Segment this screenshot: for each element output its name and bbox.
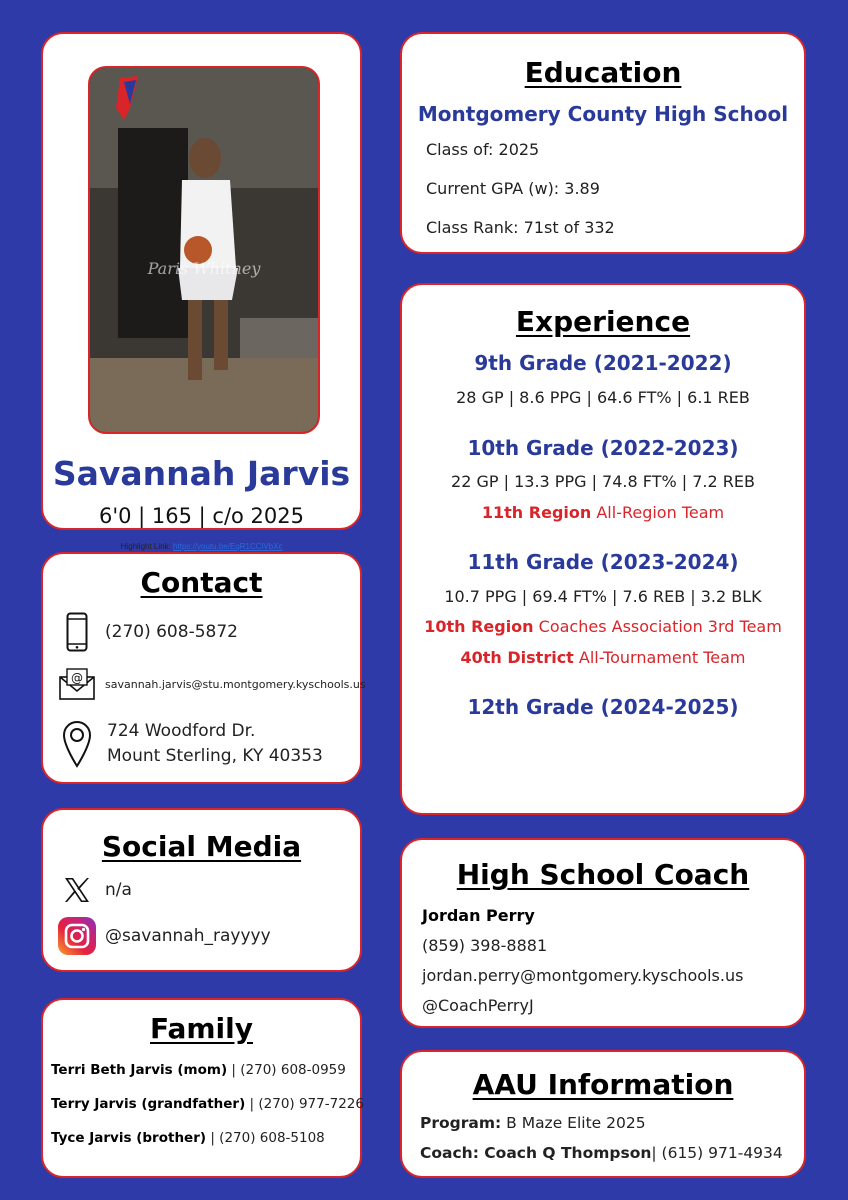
address-line-1: 724 Woodford Dr.: [107, 721, 256, 741]
grade-10-stats: 22 GP | 13.3 PPG | 74.8 FT% | 7.2 REB: [451, 472, 755, 491]
address-row: [57, 716, 323, 772]
award-text: All-Region Team: [591, 503, 725, 522]
photo-watermark: Paris Whitney: [147, 259, 261, 278]
instagram-icon[interactable]: [57, 914, 97, 958]
high-school-coach-card: [400, 838, 806, 1028]
coach-phone: (859) 398-8881: [422, 936, 548, 955]
x-handle: n/a: [105, 880, 132, 900]
school-name: Montgomery County High School: [417, 102, 789, 126]
award-highlight: 11th Region: [481, 503, 592, 522]
family-member: [51, 1062, 346, 1078]
phone-icon: [57, 610, 97, 654]
family-member: [51, 1130, 325, 1146]
education-title: Education: [524, 56, 682, 89]
social-media-card: [41, 808, 362, 972]
family-member-phone: | (270) 977-7226: [245, 1096, 364, 1112]
experience-card: [400, 283, 806, 815]
contact-card: [41, 552, 366, 784]
coach-name: Jordan Perry: [422, 906, 535, 925]
coach-title: High School Coach: [456, 858, 750, 891]
award-highlight: 10th Region: [424, 617, 534, 636]
grade-10-award: [402, 503, 804, 522]
coach-handle[interactable]: @CoachPerryJ: [422, 996, 534, 1015]
family-member: [51, 1096, 364, 1112]
award-text: Coaches Association 3rd Team: [533, 617, 782, 636]
address-block: [107, 719, 323, 769]
current-gpa: Current GPA (w): 3.89: [426, 179, 600, 198]
program-label: Program:: [420, 1114, 502, 1132]
aau-coach-name: Coach: Coach Q Thompson: [420, 1144, 652, 1162]
family-member-phone: | (270) 608-5108: [206, 1130, 325, 1146]
aau-program: [420, 1114, 646, 1132]
award-highlight: 40th District: [460, 648, 574, 667]
class-of: Class of: 2025: [426, 140, 540, 159]
experience-title: Experience: [515, 305, 691, 338]
program-value: B Maze Elite 2025: [501, 1114, 646, 1132]
highlight-label: Highlight Link:: [120, 542, 171, 551]
grade-9-label: 9th Grade (2021-2022): [474, 351, 732, 375]
grade-9-stats: 28 GP | 8.6 PPG | 64.6 FT% | 6.1 REB: [456, 388, 750, 407]
award-text: All-Tournament Team: [573, 648, 746, 667]
grade-11-award-2: [402, 648, 804, 667]
profile-card: [41, 32, 362, 551]
highlight-link-row: [43, 542, 360, 551]
family-member-name: Terry Jarvis (grandfather): [51, 1096, 246, 1112]
family-member-name: Tyce Jarvis (brother): [51, 1130, 207, 1146]
email-icon: [57, 662, 97, 706]
aau-coach-phone: | (615) 971-4934: [651, 1144, 783, 1162]
coach-email[interactable]: jordan.perry@montgomery.kyschools.us: [422, 966, 744, 985]
social-media-title: Social Media: [101, 830, 302, 863]
x-logo-icon[interactable]: [57, 872, 97, 908]
grade-11-stats: 10.7 PPG | 69.4 FT% | 7.6 REB | 3.2 BLK: [444, 587, 762, 606]
grade-11-label: 11th Grade (2023-2024): [467, 550, 739, 574]
address-line-2: Mount Sterling, KY 40353: [107, 746, 323, 766]
player-photo: [88, 66, 320, 434]
x-row: [57, 872, 132, 908]
family-member-phone: | (270) 608-0959: [227, 1062, 346, 1078]
aau-title: AAU Information: [472, 1068, 734, 1101]
player-measurements: 6'0 | 165 | c/o 2025: [98, 504, 305, 528]
instagram-handle[interactable]: @savannah_rayyyy: [105, 926, 271, 946]
grade-10-label: 10th Grade (2022-2023): [467, 436, 739, 460]
aau-information-card: [400, 1050, 806, 1178]
instagram-row: [57, 914, 271, 958]
family-member-name: Terri Beth Jarvis (mom): [51, 1062, 228, 1078]
email-row: [57, 662, 366, 706]
education-card: [400, 32, 806, 254]
svg-text:@: @: [71, 671, 83, 685]
class-rank: Class Rank: 71st of 332: [426, 218, 615, 237]
grade-12-label: 12th Grade (2024-2025): [467, 695, 739, 719]
phone-row: [57, 610, 238, 654]
location-pin-icon: [57, 716, 97, 772]
email-address[interactable]: savannah.jarvis@stu.montgomery.kyschools.us: [105, 677, 366, 691]
phone-number: (270) 608-5872: [105, 622, 238, 642]
contact-title: Contact: [140, 566, 263, 599]
family-title: Family: [149, 1012, 253, 1045]
grade-11-award-1: [402, 617, 804, 636]
aau-coach: [420, 1144, 783, 1162]
highlight-link[interactable]: https://youtu.be/EqR1CClVbXc: [173, 542, 283, 551]
player-name: Savannah Jarvis: [52, 454, 351, 493]
family-card: [41, 998, 362, 1178]
